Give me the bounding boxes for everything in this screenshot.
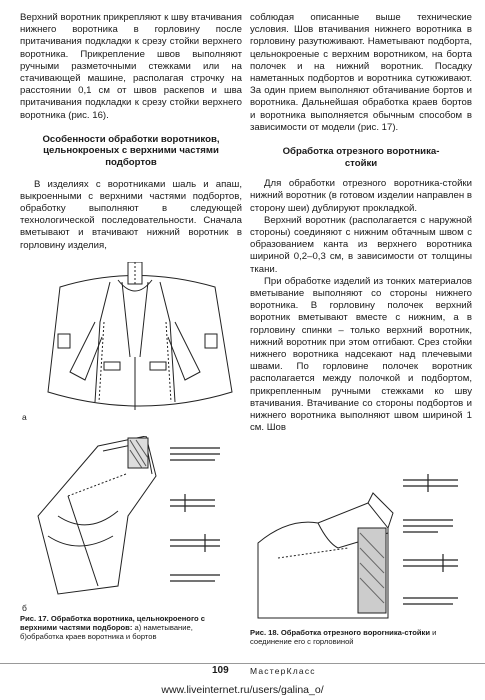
right-paragraph-3: Верхний воротник (располагается с наружной стороны) соединяют с нижним обтачным швом с образованием канта из верхнего воротника шириной 0,2–0,3 см, в зависимости от толщины ткани. <box>250 214 472 275</box>
left-paragraph-1: Верхний воротник прикрепляют к шву втачивания нижнего воротника в горловину после притачивания подкладки к срезу стойки верхнего воротника. Прикрепление швов выполняют ручными разметочными стежками или на стачивающей машине, располагая строчку на расстоянии 0,1 см от швов раскепов и шва притачивания подкладки к срезу стойки верхнего воротника (рис. 16). <box>20 12 242 121</box>
stand-collar-illustration <box>248 488 398 623</box>
figure-17-caption <box>20 614 220 642</box>
page-footer <box>0 663 485 678</box>
left-section-heading: Особенности обработки воротников, цельнокроеных с верхними частями подбортов <box>42 133 220 169</box>
seam-cross-section-icons <box>165 440 235 590</box>
right-paragraph-2: Для обработки отрезного воротника-стойки нижний воротник (в готовом изделии направлен в сторону шеи) дублируют прокладкой. <box>250 178 472 214</box>
right-column <box>250 12 472 434</box>
seam-cross-section-icons-18 <box>398 470 473 620</box>
page-number: 109 <box>212 665 229 676</box>
figure-17a-label: а <box>22 412 27 422</box>
seam-diagrams-17 <box>165 440 235 590</box>
figure-17b-collar-drawing <box>28 436 158 596</box>
right-section-heading: Обработка отрезного воротника- стойки <box>282 146 440 169</box>
magazine-name: МастерКласс <box>250 666 316 676</box>
figure-17-caption-rest: а) наметывание, б)обработка краев воротника и бортов <box>20 623 193 642</box>
right-paragraph-4: При обработке изделий из тонких материалов вметывание выполняют со стороны нижнего воротника. В горловину полочек верхний воротник вметывают вместе с нижним, а в горловину спинки – только верхний воротник, нижний воротник при этом отгибают. Срез стойки нижнего воротника надсекают над плечевыми швами. По горловине полочек воротник располагается между полочкой и подбортом, прикрепленным ручными стежками ко шву втачивания. Втачивание со стороны подбортов и нижнего воротника выполняют швом шириной 1 см. Шов <box>250 275 472 434</box>
figure-18-caption-bold: Рис. 18. Обработка отрезного вороrника-стойки <box>250 628 430 637</box>
figure-18-caption <box>250 628 472 646</box>
seam-diagrams-18 <box>398 470 473 620</box>
figure-18-caption-rest: и соединение его с горловиной <box>250 628 437 647</box>
left-paragraph-2: В изделиях с воротниками шаль и апаш, выкроенными с верхними частями подбортов, обработку выполняют в следующей технологической последовательности. Сначала вметывают и втачивают нижний воротник в горловину изделия, <box>20 178 242 251</box>
figure-18-stand-collar-drawing <box>248 488 398 623</box>
collar-edge-illustration <box>28 436 158 596</box>
figure-17b-label: б <box>22 603 27 613</box>
figure-17a-coat-drawing <box>40 262 235 422</box>
right-paragraph-1: соблюдая описанные выше технические условия. Шов втачивания нижнего воротника в горловину разутюживают. Наметывают подборта, цельнокроеные с верхним воротником, на борта полочек и на нижний воротник. Посадку наметанных подбортов и воротника сутюживают. За один прием выполняют обтачивание бортов и воротника. Дальнейшая обработка краев бортов и воротника выполняется обычным способом в зависимости от модели (рис. 17). <box>250 12 472 133</box>
left-column <box>20 12 242 252</box>
coat-shawl-collar-illustration <box>40 262 235 422</box>
figure-17-caption-bold: Рис. 17. Обработка воротника, цельнокроеного с верхними частями подборов: <box>20 614 205 633</box>
source-url[interactable]: www.liveinternet.ru/users/galina_o/ <box>161 684 324 696</box>
